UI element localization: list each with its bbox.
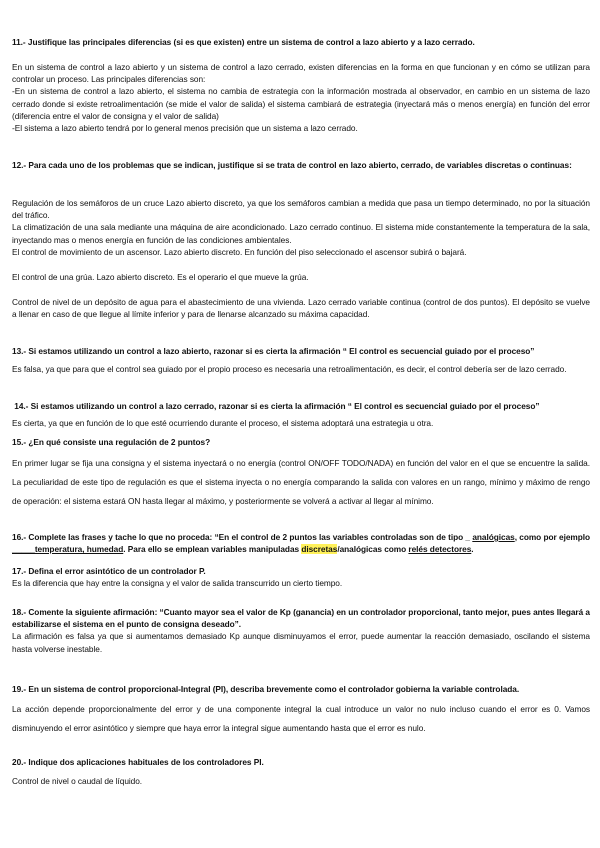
q12-traffic-lights: Regulación de los semáforos de un cruce Lazo abierto discreto, ya que los semáforos cambian a medida que pasa un tiempo determinado, no por la situación del tráfico. xyxy=(12,198,590,221)
q16-text-2: , como por ejemplo xyxy=(514,532,591,542)
q16-highlight-discretas: discretas xyxy=(301,544,338,555)
q19-answer-block xyxy=(12,700,590,738)
q18-answer: La afirmación es falsa ya que si aumentamos demasiado Kp aunque disminuyamos el error, puede aumentar la reacción demasiado, oscilando el sistema hasta volverse inestable. xyxy=(12,631,590,654)
q16-text-3: . Para ello se emplean variables manipuladas xyxy=(123,544,302,555)
q13-answer-block xyxy=(12,363,590,375)
q16-reles: relés detectores xyxy=(408,544,472,555)
q12-section xyxy=(12,159,590,171)
q17-question: 17.- Defina el error asintótico de un controlador P. xyxy=(12,566,206,576)
q16-analogicas: analógicas xyxy=(472,532,515,542)
q12-question: 12.- Para cada uno de los problemas que se indican, justifique si se trata de control en lazo abierto, cerrado, de variables discretas o continuas: xyxy=(12,160,572,170)
q11-section xyxy=(12,36,590,48)
q12-crane-text: El control de una grúa. Lazo abierto discreto. Es el operario el que mueve la grúa. xyxy=(12,272,309,282)
q16-sentence xyxy=(12,531,590,555)
q16-text-1: 16.- Complete las frases y tache lo que no proceda: “En el control de 2 puntos las variables controladas son de tipo _ xyxy=(12,532,473,542)
q16-text-5: . xyxy=(471,544,474,555)
q13-section xyxy=(12,345,590,357)
q16-text-4: /analógicas como xyxy=(337,544,409,555)
q17-answer: Es la diferencia que hay entre la consigna y el valor de salida transcurrido un cierto tiempo. xyxy=(12,578,343,589)
q17-section xyxy=(12,565,590,589)
q12-elevator: El control de movimiento de un ascensor. Lazo abierto discreto. En función del piso seleccionado el ascensor subirá o bajará. xyxy=(12,246,467,257)
q13-answer: Es falsa, ya que para que el control sea guiado por el propio proceso es necesaria una retroalimentación, es decir, el control debería ser de lazo cerrado. xyxy=(12,364,567,374)
q12-tank xyxy=(12,296,590,320)
q12-answers xyxy=(12,197,590,258)
q11-line-3: -El sistema a lazo abierto tendrá por lo general menos precisión que un sistema a lazo cerrado. xyxy=(12,123,358,134)
q20-question: 20.- Indique dos aplicaciones habituales de los controladores PI. xyxy=(12,757,264,767)
q16-section xyxy=(12,531,590,555)
q15-section xyxy=(12,436,590,448)
q16-example: _____temperatura, humedad xyxy=(12,544,124,555)
q14-answer: Es cierta, ya que en función de lo que esté ocurriendo durante el proceso, el sistema adoptará una estrategia u otra. xyxy=(12,418,434,429)
q18-question: 18.- Comente la siguiente afirmación: “Cuanto mayor sea el valor de Kp (ganancia) en un controlador proporcional, tanto mejor, pues antes llegará a estabilizarse el sistema en el punto de consigna deseado”. xyxy=(12,607,590,630)
q20-answer: Control de nivel o caudal de líquido. xyxy=(12,776,143,787)
q11-line-1: En un sistema de control a lazo abierto y un sistema de control a lazo cerrado, existen diferencias en la forma en que funcionan y en cómo se utilizan para controlar un proceso. Las principales diferencias son: xyxy=(12,62,590,85)
q15-answer: En primer lugar se fija una consigna y el sistema inyectará o no energía (control ON/OFF TODO/NADA) en función del valor en el que se encuentre la salida. La peculiaridad de este tipo de regulación es que el sistema inyecta o no energía comparando la salida con valores en un rango, mínimo y máximo de rengo de operación: el sistema estará ON hasta llegar al máximo, y posteriormente se volverá a activar al llegar al mínimo. xyxy=(12,458,590,506)
q14-section xyxy=(12,400,590,429)
q18-section xyxy=(12,606,590,655)
q15-answer-block xyxy=(12,454,590,511)
q15-question: 15.- ¿En qué consiste una regulación de 2 puntos? xyxy=(12,437,211,447)
q19-section xyxy=(12,683,590,695)
q12-climatization: La climatización de una sala mediante una máquina de aire acondicionado. Lazo cerrado continuo. El sistema mide constantemente la temperatura de la sala, inyectando mas o menos energía en función de las condiciones ambientales. xyxy=(12,222,590,245)
q11-line-2: -En un sistema de control a lazo abierto, el sistema no cambia de estrategia con la información mostrada al observador, en cambio en un sistema de lazo cerrado donde si existe retroalimentación (se mide el valor de salida) el sistema cambiará de estrategia (inyectará más o menos energía) en función del error (diferencia entre el valor de consigna y el valor de salida) xyxy=(12,86,590,121)
q13-question: 13.- Si estamos utilizando un control a lazo abierto, razonar si es cierta la afirmación “ El control es secuencial guiado por el proceso” xyxy=(12,346,535,356)
q12-crane xyxy=(12,271,590,283)
q11-question: 11.- Justifique las principales diferencias (si es que existen) entre un sistema de control a lazo abierto y a lazo cerrado. xyxy=(12,37,475,47)
q20-section xyxy=(12,756,590,787)
q19-answer: La acción depende proporcionalmente del error y de una componente integral la cual introduce un valor no nulo incluso cuando el error es 0. Vamos disminuyendo el error asintótico y siempre que haya error la integral sigue aumentando hasta que el error es nulo. xyxy=(12,704,590,733)
q19-question: 19.- En un sistema de control proporcional-Integral (PI), describa brevemente como el controlador gobierna la variable controlada. xyxy=(12,684,520,694)
q14-question: 14.- Si estamos utilizando un control a lazo cerrado, razonar si es cierta la afirmación “ El control es secuencial guiado por el proceso” xyxy=(12,401,540,411)
q11-answer xyxy=(12,61,590,134)
q12-tank-text: Control de nivel de un depósito de agua para el abastecimiento de una vivienda. Lazo cerrado variable continua (control de dos puntos). El depósito se vuelve a llenar en caso de que llegue al límite inferior y para de llenarse alcanzado su máxima capacidad. xyxy=(12,297,590,320)
